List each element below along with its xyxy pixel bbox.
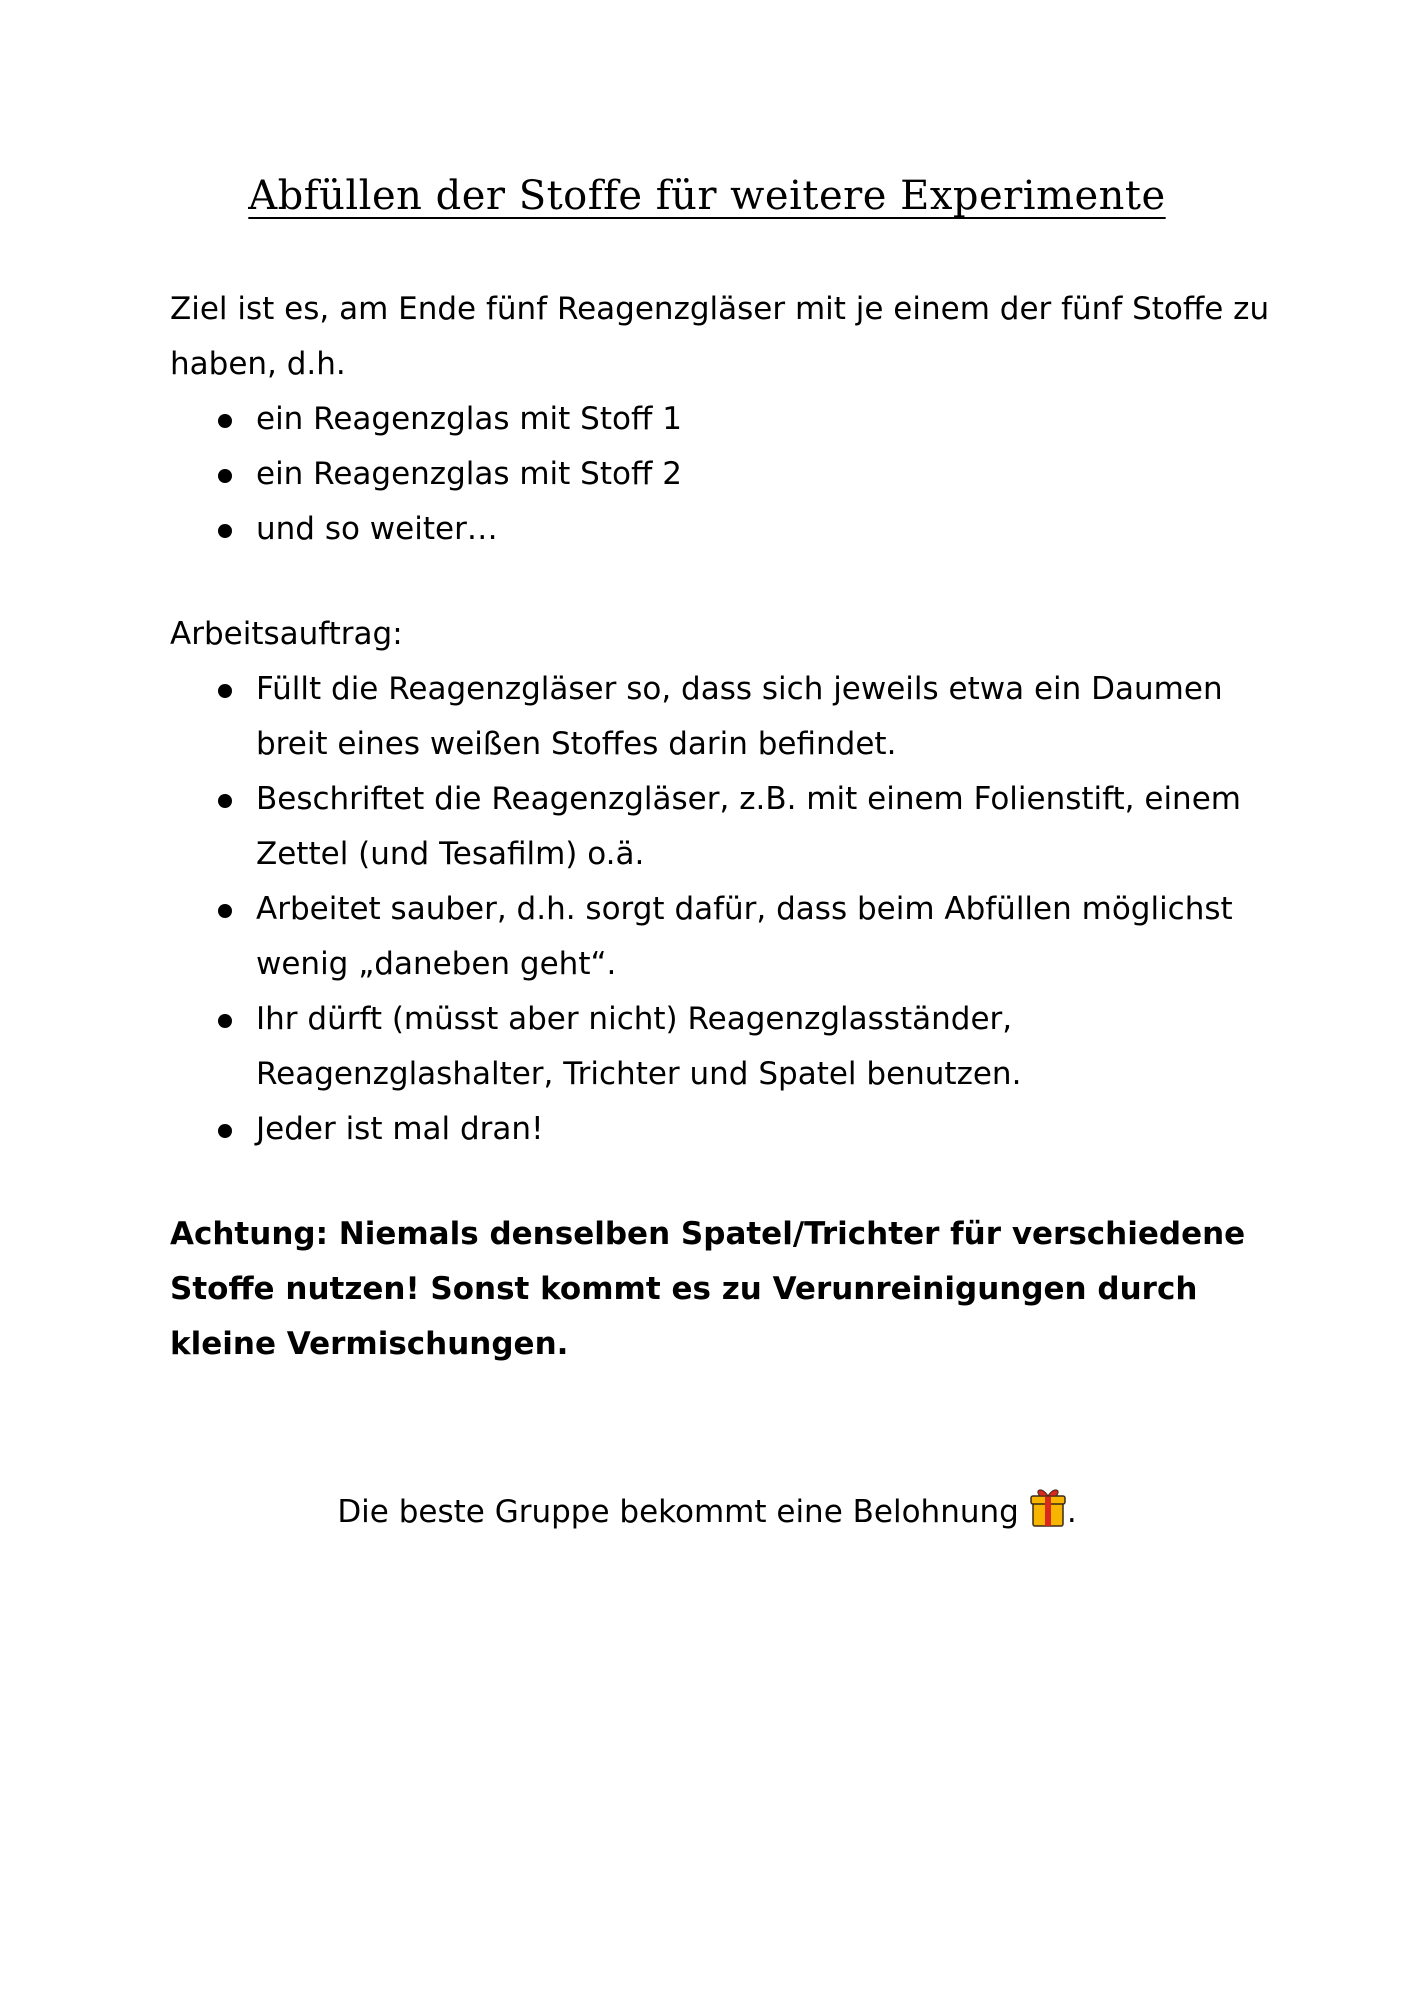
intro-paragraph: Ziel ist es, am Ende fünf Reagenzgläser mit je einem der fünf Stoffe zu haben, d.h. (170, 291, 1270, 382)
page-title: Abfüllen der Stoffe für weitere Experimente (248, 173, 1166, 219)
task-list-item: Füllt die Reagenzgläser so, dass sich jeweils etwa ein Daumen breit eines weißen Stoffes darin befindet. (170, 662, 1280, 772)
spacer (170, 557, 1280, 607)
warning-paragraph: Achtung: Niemals denselben Spatel/Trichter für verschiedene Stoffe nutzen! Sonst kommt es zu Verunreinigungen durch kleine Vermischungen. (170, 1216, 1246, 1362)
spacer (170, 1157, 1280, 1207)
reward-end: . (1066, 1494, 1077, 1530)
document-body (170, 282, 1280, 1372)
goal-list-item: ein Reagenzglas mit Stoff 2 (170, 447, 1280, 502)
goal-list-item: ein Reagenzglas mit Stoff 1 (170, 392, 1280, 447)
goal-list-item: und so weiter… (170, 502, 1280, 557)
reward-line (0, 1484, 1414, 1546)
reward-text: Die beste Gruppe bekommt eine Belohnung (337, 1494, 1019, 1530)
task-list-item: Beschriftet die Reagenzgläser, z.B. mit einem Folienstift, einem Zettel (und Tesafilm) o.ä. (170, 772, 1280, 882)
task-heading: Arbeitsauftrag: (170, 616, 403, 652)
task-list-item: Jeder ist mal dran! (170, 1102, 1280, 1157)
task-list-item: Ihr dürft (müsst aber nicht) Reagenzglasständer, Reagenzglashalter, Trichter und Spatel benutzen. (170, 992, 1280, 1102)
goal-list (170, 392, 1280, 557)
task-list-item: Arbeitet sauber, d.h. sorgt dafür, dass beim Abfüllen möglichst wenig „daneben geht“. (170, 882, 1280, 992)
gift-icon (1029, 1484, 1067, 1546)
task-list (170, 662, 1280, 1157)
